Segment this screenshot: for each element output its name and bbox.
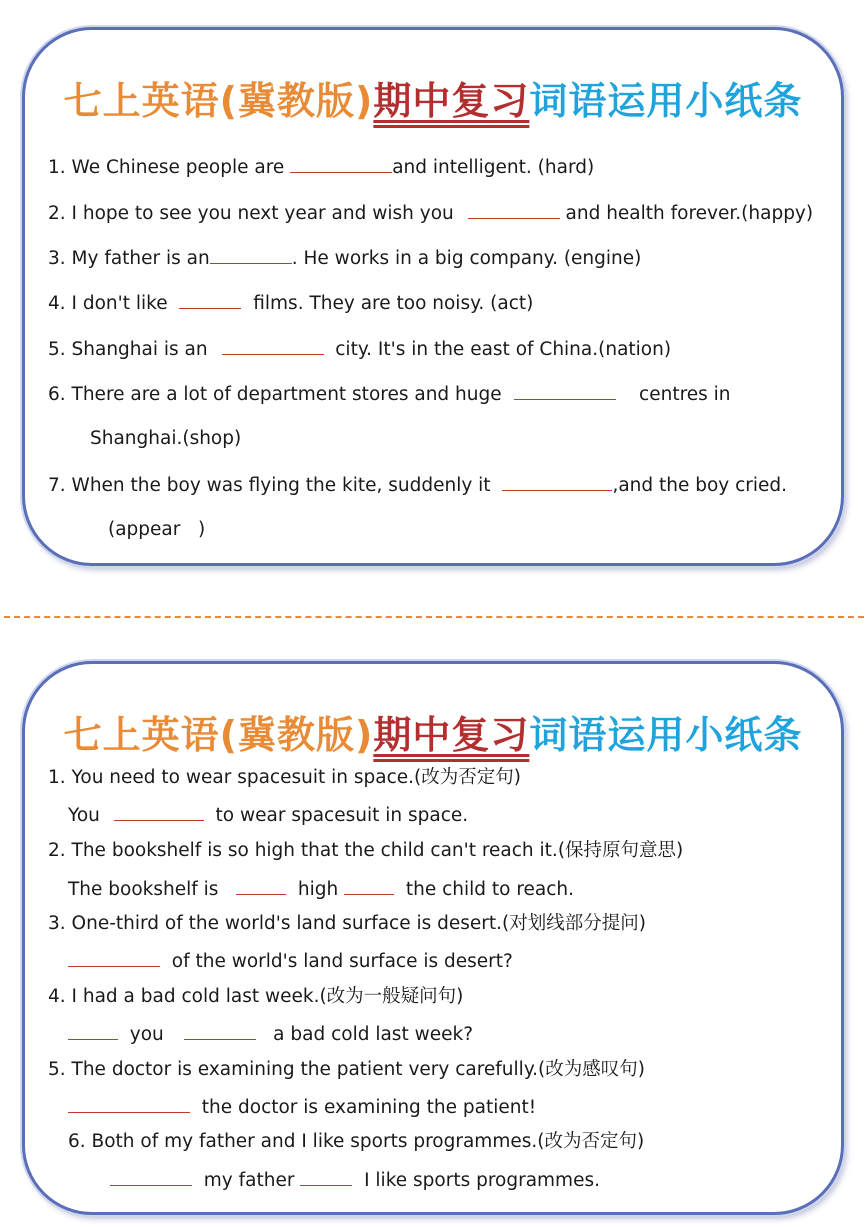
title-part-1: 七上英语(冀教版) [63, 79, 374, 123]
question-1: 1. We Chinese people are and intelligent. (hard) [48, 154, 594, 180]
answer-blank[interactable] [514, 381, 616, 400]
title-part-1: 七上英语(冀教版) [63, 713, 374, 757]
question-4: 4. I had a bad cold last week.(改为一般疑问句) [48, 986, 464, 1007]
answer-blank[interactable] [114, 802, 204, 821]
card-title [25, 704, 841, 759]
answer-blank[interactable] [236, 876, 286, 895]
question-7-cont: (appear ) [108, 519, 206, 540]
question-2: 2. I hope to see you next year and wish you and health forever.(happy) [48, 200, 813, 226]
card-title [25, 70, 841, 125]
question-3: 3. One-third of the world's land surface is desert.(对划线部分提问) [48, 913, 646, 934]
answer-blank[interactable] [68, 948, 160, 967]
question-3-answer: of the world's land surface is desert? [68, 948, 513, 974]
answer-blank[interactable] [344, 876, 394, 895]
answer-blank[interactable] [184, 1021, 256, 1040]
question-5: 5. Shanghai is an city. It's in the east of China.(nation) [48, 336, 671, 362]
title-part-3: 词语运用小纸条 [529, 713, 803, 757]
answer-blank[interactable] [179, 290, 241, 309]
answer-blank[interactable] [300, 1167, 352, 1186]
answer-blank[interactable] [68, 1021, 118, 1040]
question-5: 5. The doctor is examining the patient very carefully.(改为感叹句) [48, 1059, 645, 1080]
answer-blank[interactable] [210, 245, 292, 264]
answer-blank[interactable] [290, 154, 392, 173]
title-part-2: 期中复习 [373, 713, 530, 757]
answer-blank[interactable] [502, 472, 612, 491]
question-4-answer: you a bad cold last week? [68, 1021, 473, 1047]
title-part-2: 期中复习 [373, 79, 530, 123]
question-2: 2. The bookshelf is so high that the child can't reach it.(保持原句意思) [48, 840, 684, 861]
question-3: 3. My father is an . He works in a big company. (engine) [48, 245, 641, 271]
question-7: 7. When the boy was flying the kite, suddenly it ,and the boy cried. [48, 472, 787, 498]
question-6-cont: Shanghai.(shop) [90, 428, 242, 449]
answer-blank[interactable] [468, 200, 560, 219]
question-4: 4. I don't like films. They are too noisy. (act) [48, 290, 533, 316]
answer-blank[interactable] [68, 1094, 190, 1113]
answer-blank[interactable] [110, 1167, 192, 1186]
question-6: 6. Both of my father and I like sports programmes.(改为否定句) [68, 1131, 645, 1152]
answer-blank[interactable] [222, 336, 324, 355]
dashed-divider [4, 616, 864, 618]
question-6: 6. There are a lot of department stores and huge centres in [48, 381, 731, 407]
question-1: 1. You need to wear spacesuit in space.(改为否定句) [48, 767, 521, 788]
question-5-answer: the doctor is examining the patient! [68, 1094, 536, 1120]
question-2-answer: The bookshelf is high the child to reach. [68, 876, 574, 902]
question-6-answer: my father I like sports programmes. [110, 1167, 600, 1193]
title-part-3: 词语运用小纸条 [529, 79, 803, 123]
question-1-answer: You to wear spacesuit in space. [68, 802, 468, 828]
